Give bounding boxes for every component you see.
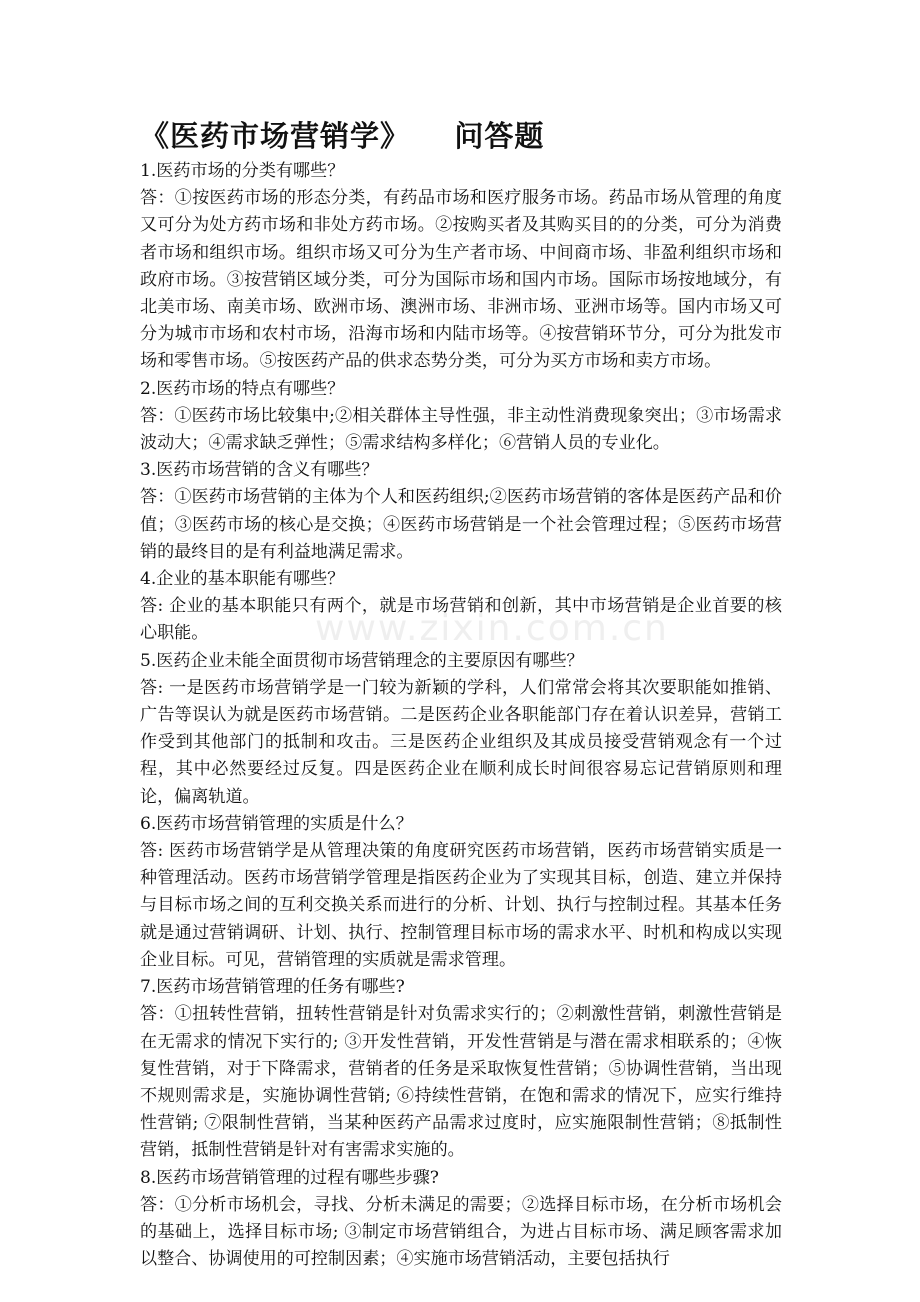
document-title: 《医药市场营销学》 问答题: [140, 119, 545, 153]
answer-6: 答: 医药市场营销学是从管理决策的角度研究医药市场营销，医药市场营销实质是一种管理活动。医药市场营销学管理是指医药企业为了实现其目标，创造、建立并保持与目标市场之间的互利交换关系而进行的分析、计划、执行与控制过程。其基本任务就是通过营销调研、计划、执行、控制管理目标市场的需求水平、时机和构成以实现企业目标。可见，营销管理的实质就是需求管理。: [140, 841, 782, 970]
answer-7: 答：①扭转性营销，扭转性营销是针对负需求实行的；②刺激性营销，刺激性营销是在无需求的情况下实行的; ③开发性营销，开发性营销是与潜在需求相联系的；④恢复性营销，对于下降需求，营销者的任务是采取恢复性营销；⑤协调性营销，当出现不规则需求是，实施协调性营销; ⑥持续性营销，在饱和需求的情况下，应实行维持性营销; ⑦限制性营销，当某种医药产品需求过度时，应实施限制性营销；⑧抵制性营销，抵制性营销是针对有害需求实施的。: [140, 1004, 782, 1161]
question-3: 3.医药市场营销的含义有哪些？: [140, 460, 379, 481]
answer-1: 答：①按医药市场的形态分类，有药品市场和医疗服务市场。药品市场从管理的角度又可分为处方药市场和非处方药市场。②按购买者及其购买目的的分类，可分为消费者市场和组织市场。组织市场又可分为生产者市场、中间商市场、非盈利组织市场和政府市场。③按营销区域分类，可分为国际市场和国内市场。国际市场按地域分，有北美市场、南美市场、欧洲市场、澳洲市场、非洲市场、亚洲市场等。国内市场又可分为城市市场和农村市场，沿海市场和内陆市场等。④按营销环节分，可分为批发市场和零售市场。⑤按医药产品的供求态势分类，可分为买方市场和卖方市场。: [140, 188, 782, 372]
answer-3: 答：①医药市场营销的主体为个人和医药组织;②医药市场营销的客体是医药产品和价值；③医药市场的核心是交换；④医药市场营销是一个社会管理过程；⑤医药市场营销的最终目的是有利益地满足需求。: [140, 487, 782, 562]
question-8: 8.医药市场营销管理的过程有哪些步骤?: [140, 1167, 439, 1188]
answer-2: 答：①医药市场比较集中;②相关群体主导性强，非主动性消费现象突出；③市场需求波动大；④需求缺乏弹性；⑤需求结构多样化；⑥营销人员的专业化。: [140, 405, 782, 454]
answer-4: 答: 企业的基本职能只有两个，就是市场营销和创新，其中市场营销是企业首要的核心职能。: [140, 596, 782, 644]
question-5: 5.医药企业未能全面贯彻市场营销理念的主要原因有哪些？: [140, 650, 584, 671]
answer-5: 答: 一是医药市场营销学是一门较为新颖的学科，人们常常会将其次要职能如推销、广告等误认为就是医药市场营销。二是医药企业各职能部门存在着认识差异，营销工作受到其他部门的抵制和攻击。三是医药企业组织及其成员接受营销观念有一个过程，其中必然要经过反复。四是医药企业在顺利成长时间很容易忘记营销原则和理论，偏离轨道。: [140, 677, 782, 807]
question-4: 4.企业的基本职能有哪些？: [140, 569, 345, 590]
answer-8: 答：①分析市场机会，寻找、分析未满足的需要；②选择目标市场，在分析市场机会的基础上，选择目标市场; ③制定市场营销组合，为进占目标市场、满足顾客需求加以整合、协调使用的可控制因素；④实施市场营销活动，主要包括执行: [140, 1194, 782, 1270]
question-1: 1.医药市场的分类有哪些？: [140, 161, 345, 181]
question-6: 6.医药市场营销管理的实质是什么？: [140, 813, 413, 834]
question-7: 7.医药市场营销管理的任务有哪些?: [140, 977, 405, 998]
watermark: www.zixin.com.cn: [315, 608, 669, 649]
question-2: 2.医药市场的特点有哪些？: [140, 378, 345, 399]
qa-content: [140, 158, 782, 1273]
